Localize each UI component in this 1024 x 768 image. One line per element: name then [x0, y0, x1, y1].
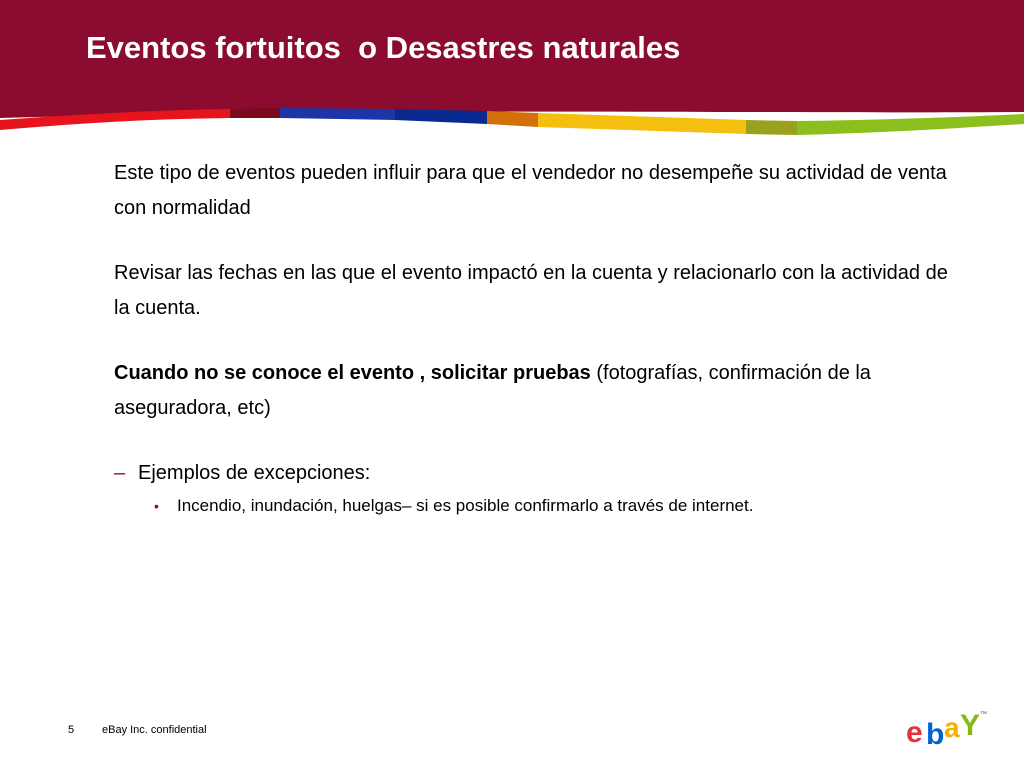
stripe-navy: [395, 109, 487, 124]
request-evidence-bold: Cuando no se conoce el evento , solicitar pruebas: [114, 362, 591, 384]
logo-letter-a: a: [944, 712, 960, 743]
page-number: 5: [68, 724, 75, 736]
header-band: [0, 0, 1024, 160]
footer: [0, 722, 1024, 742]
dash-bullet-icon: –: [114, 462, 126, 484]
stripe-blue: [280, 108, 395, 120]
stripe-orange: [487, 111, 538, 127]
stripe-yellow: [538, 113, 746, 134]
paragraph-event-influence: Este tipo de eventos pueden influir para que el vendedor no desempeñe su actividad de venta con normalidad: [114, 162, 947, 219]
stripe-olive: [746, 120, 797, 135]
logo-trademark: ™: [980, 711, 987, 718]
paragraph-review-dates: Revisar las fechas en las que el evento impactó en la cuenta y relacionarlo con la actividad de la cuenta.: [114, 262, 948, 319]
bullet-dot-icon: •: [154, 498, 159, 514]
examples-heading: [114, 456, 964, 491]
example-text: Incendio, inundación, huelgas– si es posible confirmarlo a través de internet.: [177, 496, 754, 515]
request-evidence-detail: (fotografías, confirmación de la aseguradora, etc): [114, 362, 871, 419]
examples-heading-text: Ejemplos de excepciones:: [138, 462, 371, 484]
logo-letter-y: Y: [960, 709, 981, 742]
stripe-dark-maroon: [230, 108, 280, 118]
examples-list: [114, 491, 964, 521]
ebay-logo: [904, 706, 988, 746]
slide-body: [114, 156, 964, 521]
paragraph-request-evidence: [114, 356, 964, 426]
slide-title: Eventos fortuitos o Desastres naturales: [86, 30, 681, 65]
confidential-notice: eBay Inc. confidential: [102, 724, 207, 736]
list-item: [154, 491, 964, 521]
logo-letter-e: e: [906, 716, 923, 746]
stripe-green: [797, 114, 1024, 135]
logo-letter-b: b: [926, 718, 945, 746]
